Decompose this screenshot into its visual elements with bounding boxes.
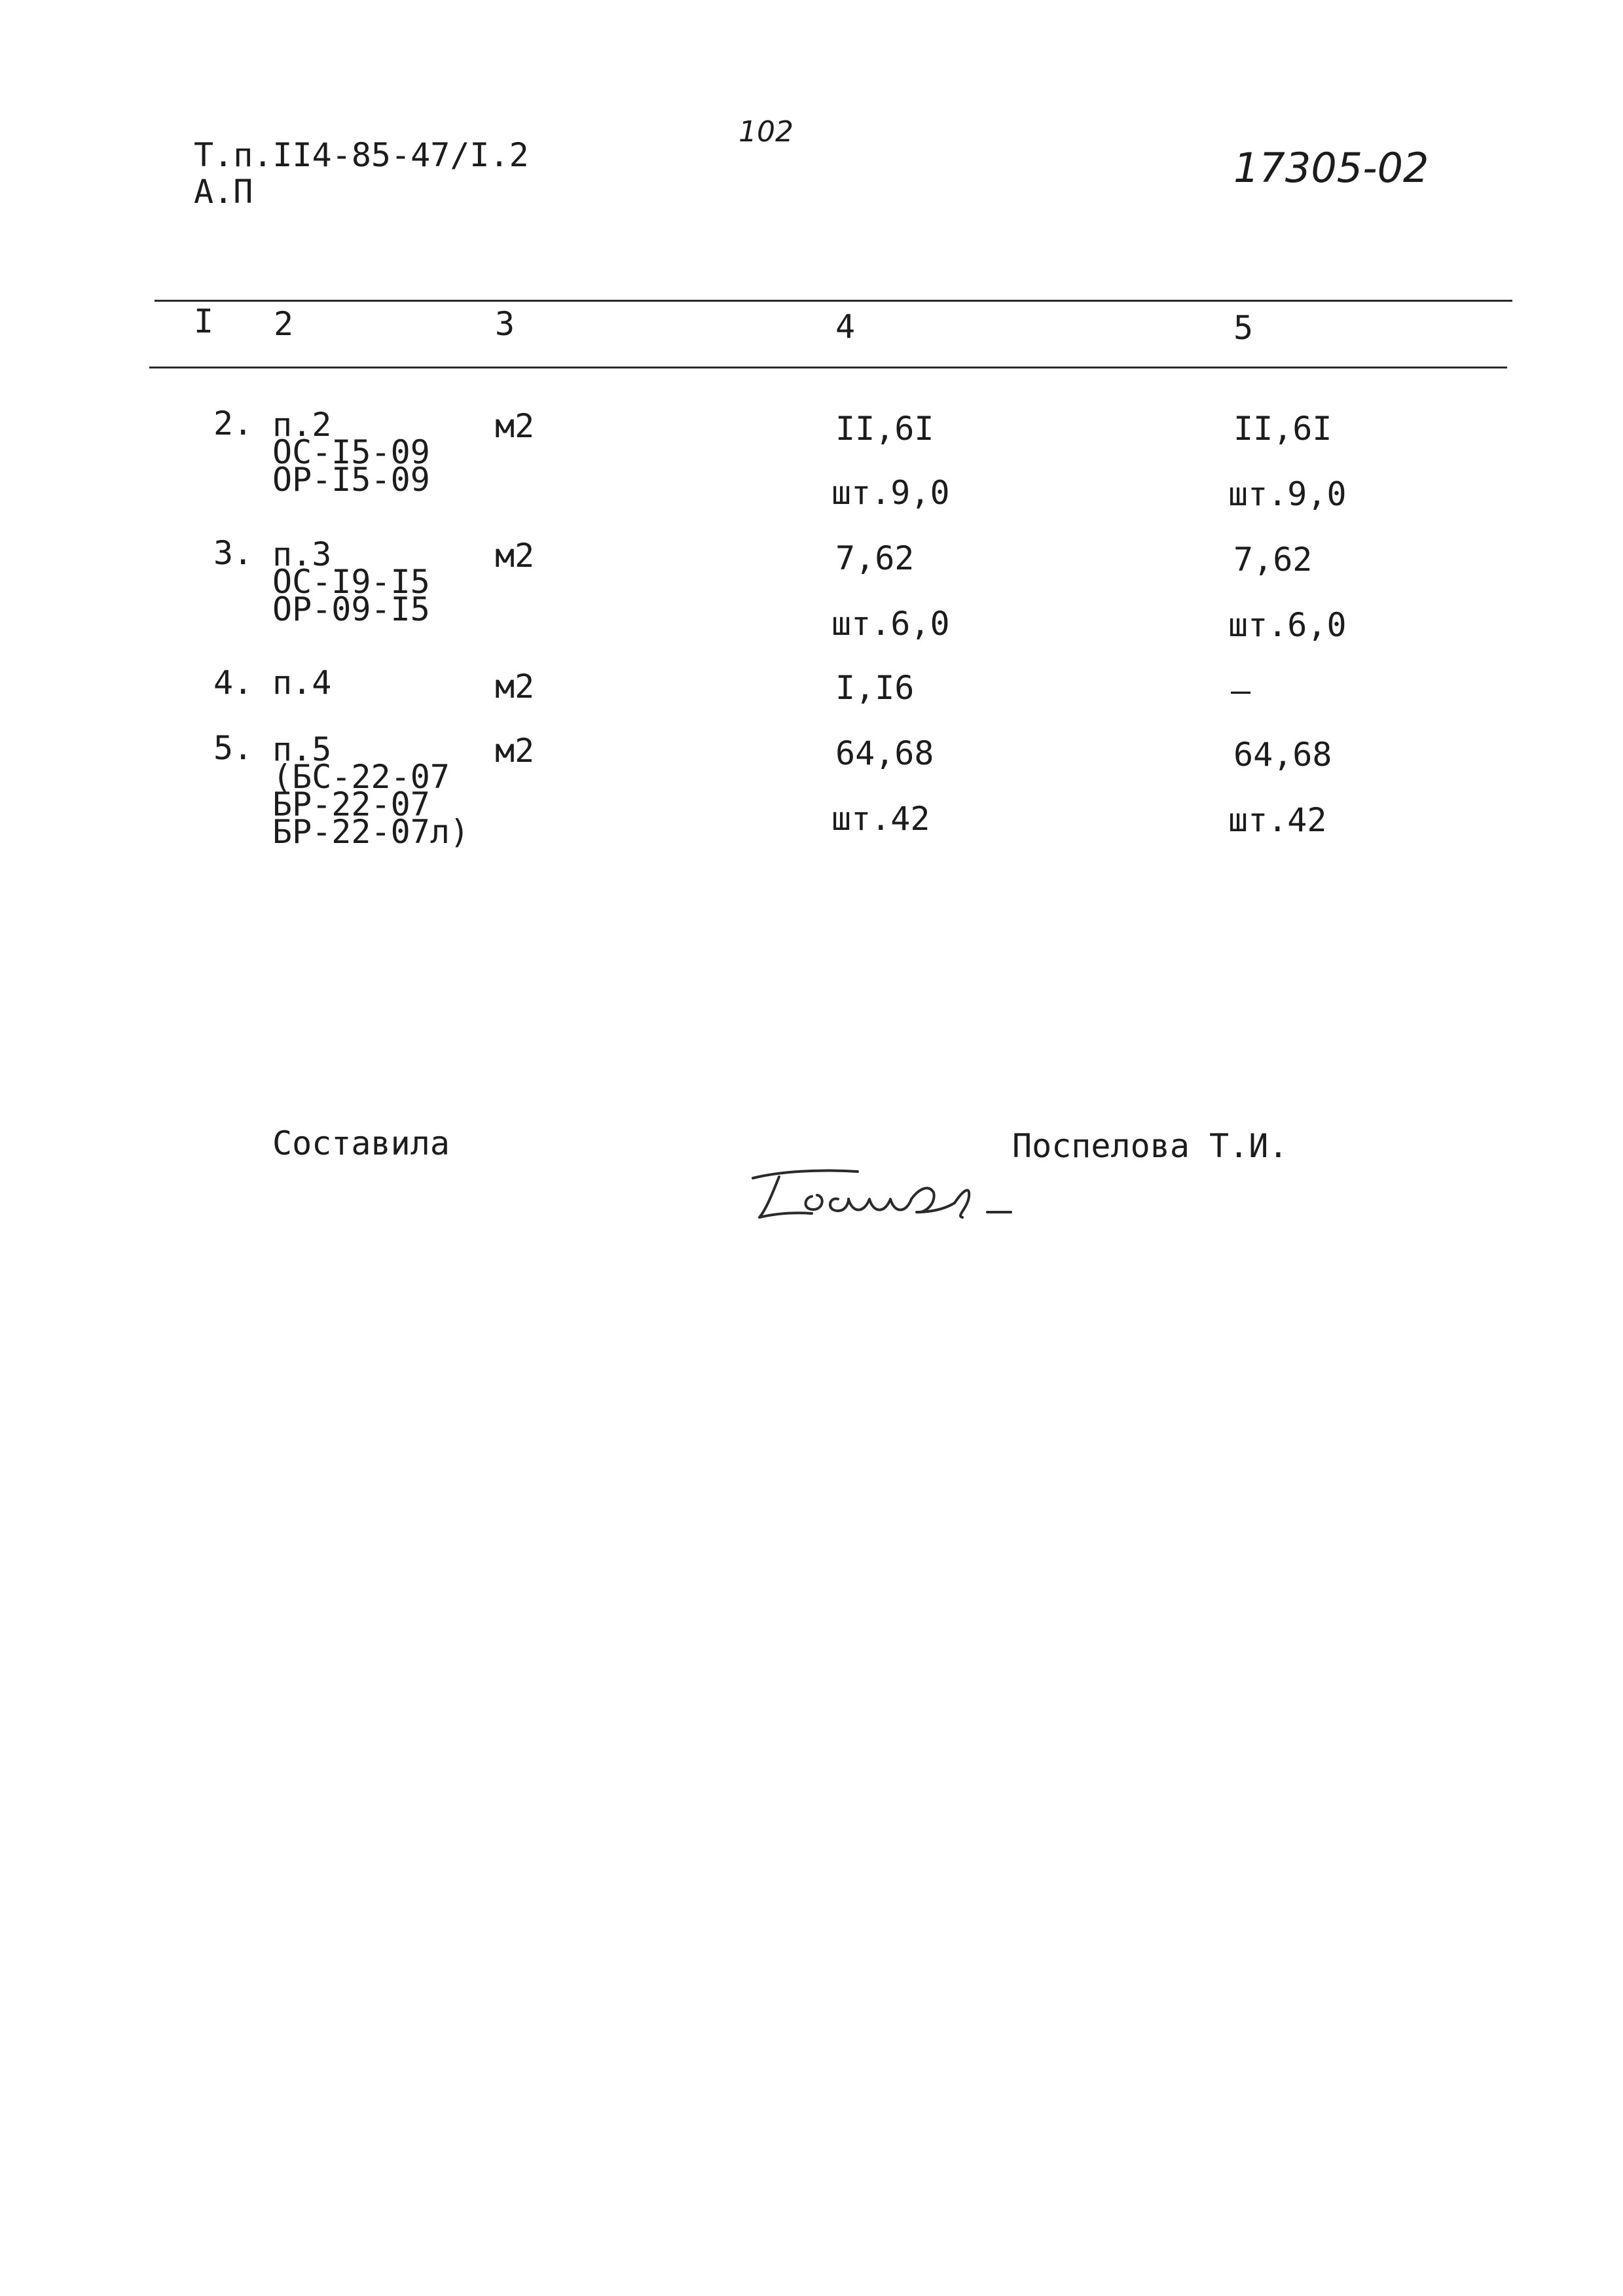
row-unit: м2 — [495, 668, 535, 706]
row-col4-value: I,I6 — [835, 669, 915, 707]
row-item — [272, 730, 470, 851]
row-col5-count: шт.6,0 — [1228, 606, 1347, 644]
row-col4-value: II,6I — [835, 410, 934, 448]
row-item-line: п.5 — [272, 730, 332, 768]
row-item — [272, 664, 332, 702]
row-number: 3. — [213, 534, 253, 572]
row-item-line: ОС-I5-09 — [272, 433, 430, 471]
row-col4-value: 7,62 — [835, 539, 915, 577]
document-code: Т.п.II4-85-47/I.2 — [194, 136, 529, 174]
row-col4-count: шт.6,0 — [831, 605, 950, 643]
row-item-line: (БС-22-07 — [272, 758, 450, 796]
row-item-line: ОС-I9-I5 — [272, 563, 430, 601]
row-unit: м2 — [495, 732, 535, 770]
row-item — [272, 406, 430, 499]
row-col4-count: шт.42 — [831, 800, 930, 838]
column-number-3: 3 — [495, 305, 515, 343]
row-unit: м2 — [495, 407, 535, 445]
row-item-line: БР-22-07л) — [272, 813, 470, 851]
inventory-number: 17305-02 — [1233, 144, 1429, 192]
column-number-4: 4 — [835, 308, 856, 346]
row-number: 5. — [213, 729, 253, 767]
row-item-line: п.4 — [272, 664, 332, 702]
row-col5-value: 7,62 — [1233, 541, 1313, 579]
row-item — [272, 535, 430, 628]
row-item-line: ОР-09-I5 — [272, 590, 430, 628]
row-number: 2. — [213, 404, 253, 442]
column-number-1: I — [194, 302, 214, 340]
row-col4-value: 64,68 — [835, 734, 934, 772]
row-col5-value: – — [1231, 672, 1251, 709]
column-number-5: 5 — [1233, 309, 1254, 347]
row-col4-count: шт.9,0 — [831, 474, 950, 512]
row-col5-value: II,6I — [1233, 410, 1332, 448]
album-label: А.П — [194, 173, 253, 211]
row-item-line: ОР-I5-09 — [272, 461, 430, 499]
column-number-2: 2 — [274, 305, 294, 343]
row-item-line: п.3 — [272, 535, 332, 573]
handwritten-signature — [740, 1157, 1041, 1236]
row-item-line: БР-22-07 — [272, 785, 430, 823]
compiled-by-label: Составила — [272, 1124, 450, 1162]
row-col5-count: шт.9,0 — [1228, 475, 1347, 513]
row-number: 4. — [213, 664, 253, 702]
page-number: 102 — [739, 115, 793, 149]
row-item-line: п.2 — [272, 406, 332, 444]
row-col5-count: шт.42 — [1228, 801, 1327, 839]
row-unit: м2 — [495, 537, 535, 575]
table-top-rule — [155, 300, 1512, 302]
signer-name: Поспелова Т.И. — [1012, 1127, 1288, 1165]
table-header-rule — [149, 367, 1507, 368]
row-col5-value: 64,68 — [1233, 736, 1332, 774]
